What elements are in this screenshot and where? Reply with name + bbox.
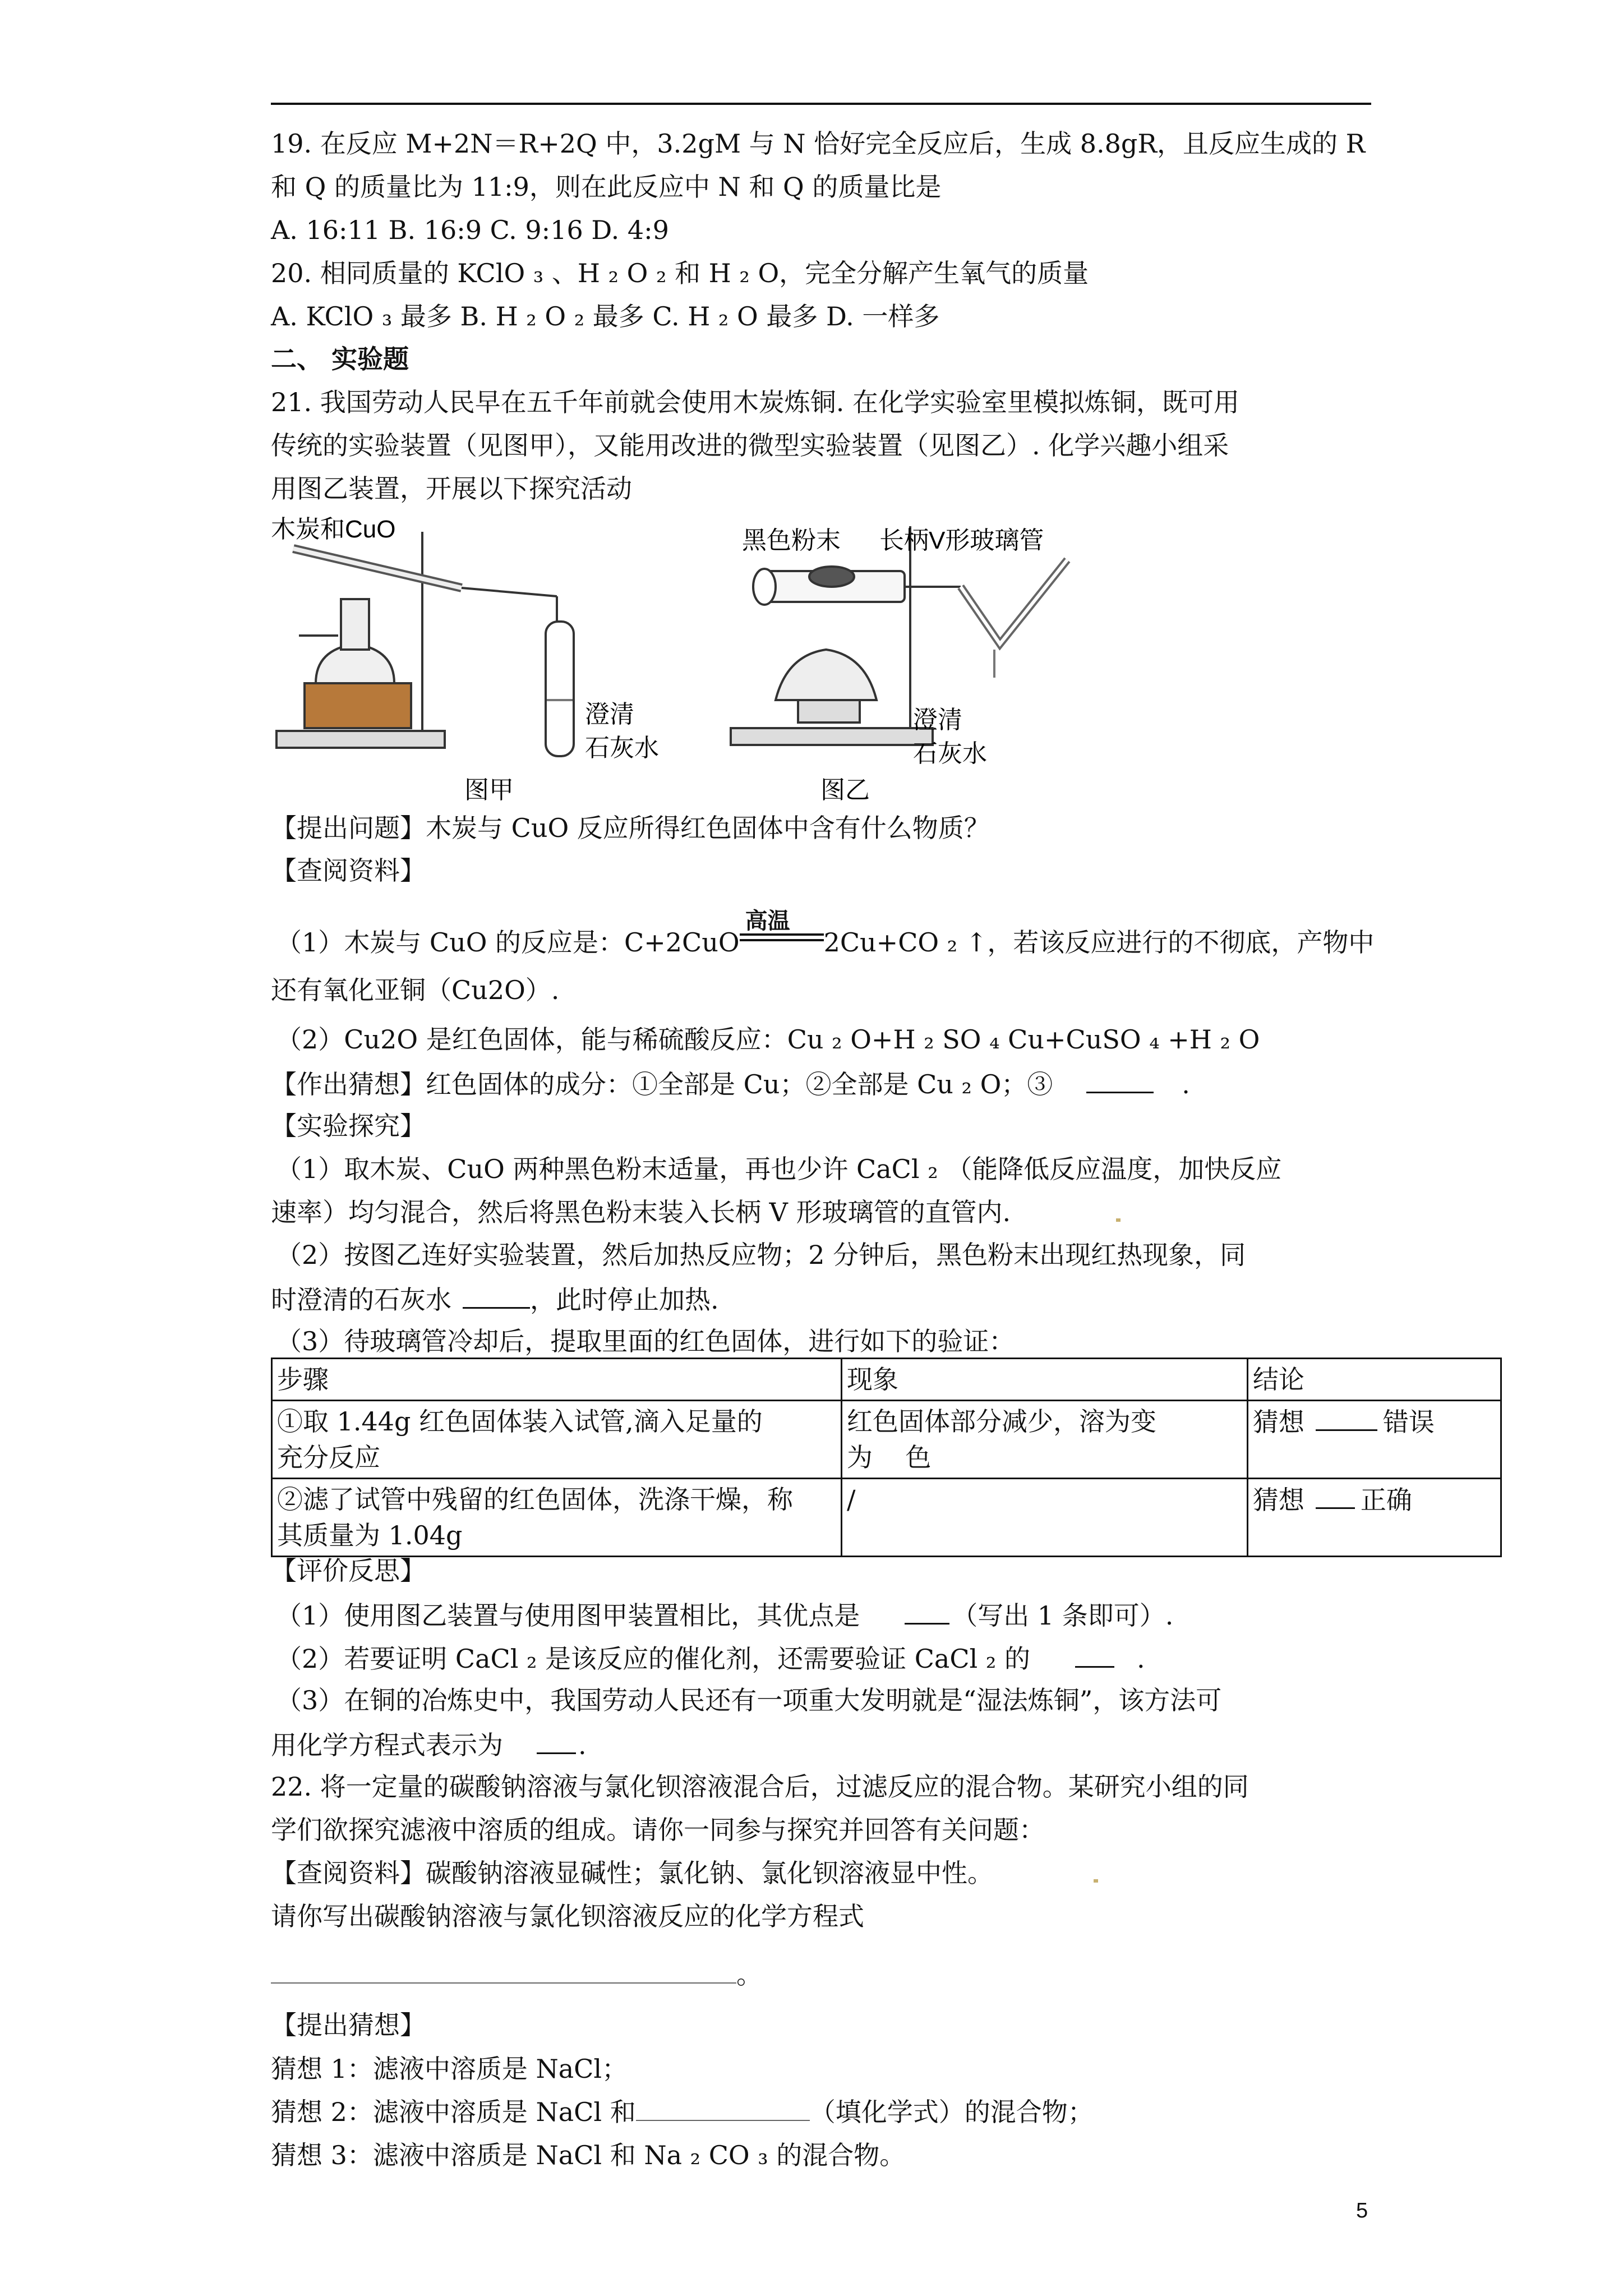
table-cell: ②滤了试管中残留的红色固体，洗涤干燥，称 其质量为 1.04g [272,1479,842,1557]
explore-1b: 速率）均匀混合，然后将黑色粉末装入长柄 V 形玻璃管的直管内. [271,1197,1011,1227]
header-rule [271,103,1371,105]
answer-blank[interactable] [1075,1640,1114,1668]
eval-3a: （3）在铜的冶炼史中，我国劳动人民还有一项重大发明就是“湿法炼铜”，该方法可 [276,1685,1222,1715]
table-header-row [272,1359,1501,1401]
table-header-cell: 现象 [841,1359,1247,1401]
q22-materials: 【查阅资料】碳酸钠溶液显碱性；氯化钠、氯化钡溶液显中性。 [271,1858,993,1888]
q22-hypo3: 猜想 3：滤液中溶质是 NaCl 和 Na ₂ CO ₃ 的混合物。 [271,2140,906,2170]
answer-blank[interactable] [463,1281,530,1309]
q19-line2: 和 Q 的质量比为 11:9，则在此反应中 N 和 Q 的质量比是 [271,172,942,202]
q20-options: A. KClO ₃ 最多 B. H ₂ O ₂ 最多 C. H ₂ O 最多 D. 一样多 [271,301,940,332]
q22-hypo1: 猜想 1：滤液中溶质是 NaCl； [271,2054,628,2084]
answer-blank[interactable] [1086,1066,1154,1093]
stray-dot [1116,1218,1121,1222]
apparatus-drawing [271,515,1095,807]
answer-blank[interactable] [1316,1404,1377,1431]
table-cell: / [841,1479,1247,1557]
verification-table [271,1358,1502,1557]
explore-title: 【实验探究】 [271,1111,426,1141]
q19-options: A. 16:11 B. 16:9 C. 9:16 D. 4:9 [271,215,669,245]
answer-blank[interactable] [1316,1481,1355,1509]
stray-dot [1094,1879,1098,1883]
materials-1-cont: 还有氧化亚铜（Cu2O）. [271,975,560,1005]
stand-base-a [276,731,445,748]
q21-intro1: 21. 我国劳动人民早在五千年前就会使用木炭炼铜. 在化学实验室里模拟炼铜，既可用 [271,387,1240,417]
label-tube-b: 长柄V形玻璃管 [879,527,1044,554]
answer-blank[interactable] [905,1597,949,1625]
q22-line1: 22. 将一定量的碳酸钠溶液与氯化钡溶液混合后，过滤反应的混合物。某研究小组的同 [271,1772,1249,1802]
stand-base-b [731,728,933,745]
label-reagent-a: 木炭和CuO [271,516,396,543]
materials-2: （2）Cu2O 是红色固体，能与稀硫酸反应：Cu ₂ O+H ₂ SO ₄ Cu+CuSO ₄ +H ₂ O [276,1024,1260,1055]
answer-line[interactable] [271,1960,736,1984]
q19-line1: 19. 在反应 M+2N＝R+2Q 中，3.2gM 与 N 恰好完全反应后，生成 8.8gR，且反应生成的 R [271,128,1366,159]
q22-ask-answer: 。 [271,1958,762,1991]
table-header-cell: 结论 [1247,1359,1501,1401]
section-title: 二、 实验题 [271,344,409,374]
label-water-a2: 石灰水 [585,734,659,762]
label-water-a1: 澄清 [585,701,634,728]
table-row [272,1479,1501,1557]
table-header-cell: 步骤 [272,1359,842,1401]
caption-b: 图乙 [820,776,870,804]
apparatus-figure [271,515,1095,807]
q20-line1: 20. 相同质量的 KClO ₃ 、H ₂ O ₂ 和 H ₂ O，完全分解产生氧气的质量 [271,258,1089,288]
materials-1: （1）木炭与 CuO 的反应是：C+2CuO 高温 2Cu+CO ₂ ↑，若该反应进行的不彻底，产物中 [276,909,1375,958]
materials-title: 【查阅资料】 [271,855,426,886]
q21-intro3: 用图乙装置，开展以下探究活动 [271,473,632,504]
eval-title: 【评价反思】 [271,1556,426,1586]
answer-blank[interactable] [537,1727,576,1754]
explore-3: （3）待玻璃管冷却后，提取里面的红色固体，进行如下的验证： [276,1326,1015,1356]
eval-2: （2）若要证明 CaCl ₂ 是该反应的催化剂，还需要验证 CaCl ₂ 的 . [276,1640,1145,1676]
explore-2b: 时澄清的石灰水 ，此时停止加热. [271,1281,719,1317]
caption-a: 图甲 [464,776,514,804]
label-water-b1: 澄清 [913,706,962,734]
label-water-b2: 石灰水 [913,740,987,767]
q22-hypo-title: 【提出猜想】 [271,2010,426,2040]
page-number: 5 [1356,2199,1368,2223]
eval-1: （1）使用图乙装置与使用图甲装置相比，其优点是 （写出 1 条即可）. [276,1597,1173,1632]
q21-question: 【提出问题】木炭与 CuO 反应所得红色固体中含有什么物质？ [271,813,990,843]
lamp-block-a [305,683,411,728]
reaction-condition-arrow: 高温 [740,926,824,951]
explore-2a: （2）按图乙连好实验装置，然后加热反应物；2 分钟后，黑色粉末出现红热现象，同 [276,1240,1246,1270]
answer-line[interactable] [636,2097,810,2121]
q22-ask: 请你写出碳酸钠溶液与氯化钡溶液反应的化学方程式 [271,1901,864,1931]
table-cell: 红色固体部分减少，溶为变 为 色 [841,1401,1247,1479]
hypothesis: 【作出猜想】红色固体的成分：①全部是 Cu；②全部是 Cu ₂ O；③ . [271,1066,1190,1101]
q22-hypo2: 猜想 2：滤液中溶质是 NaCl 和 （填化学式）的混合物； [271,2097,1094,2127]
q22-line2: 学们欲探究滤液中溶质的组成。请你一同参与探究并回答有关问题： [271,1815,1045,1845]
table-cell: 猜想 正确 [1247,1479,1501,1557]
label-powder-b: 黑色粉末 [742,527,841,554]
q21-intro2: 传统的实验装置（见图甲），又能用改进的微型实验装置（见图乙）. 化学兴趣小组采 [271,430,1229,461]
table-cell: 猜想 错误 [1247,1401,1501,1479]
explore-1a: （1）取木炭、CuO 两种黑色粉末适量，再也少许 CaCl ₂ （能降低反应温度，加快反应 [276,1154,1282,1184]
table-cell: ①取 1.44g 红色固体装入试管,滴入足量的 充分反应 [272,1401,842,1479]
eval-3b: 用化学方程式表示为 . [271,1727,587,1762]
table-row [272,1401,1501,1479]
